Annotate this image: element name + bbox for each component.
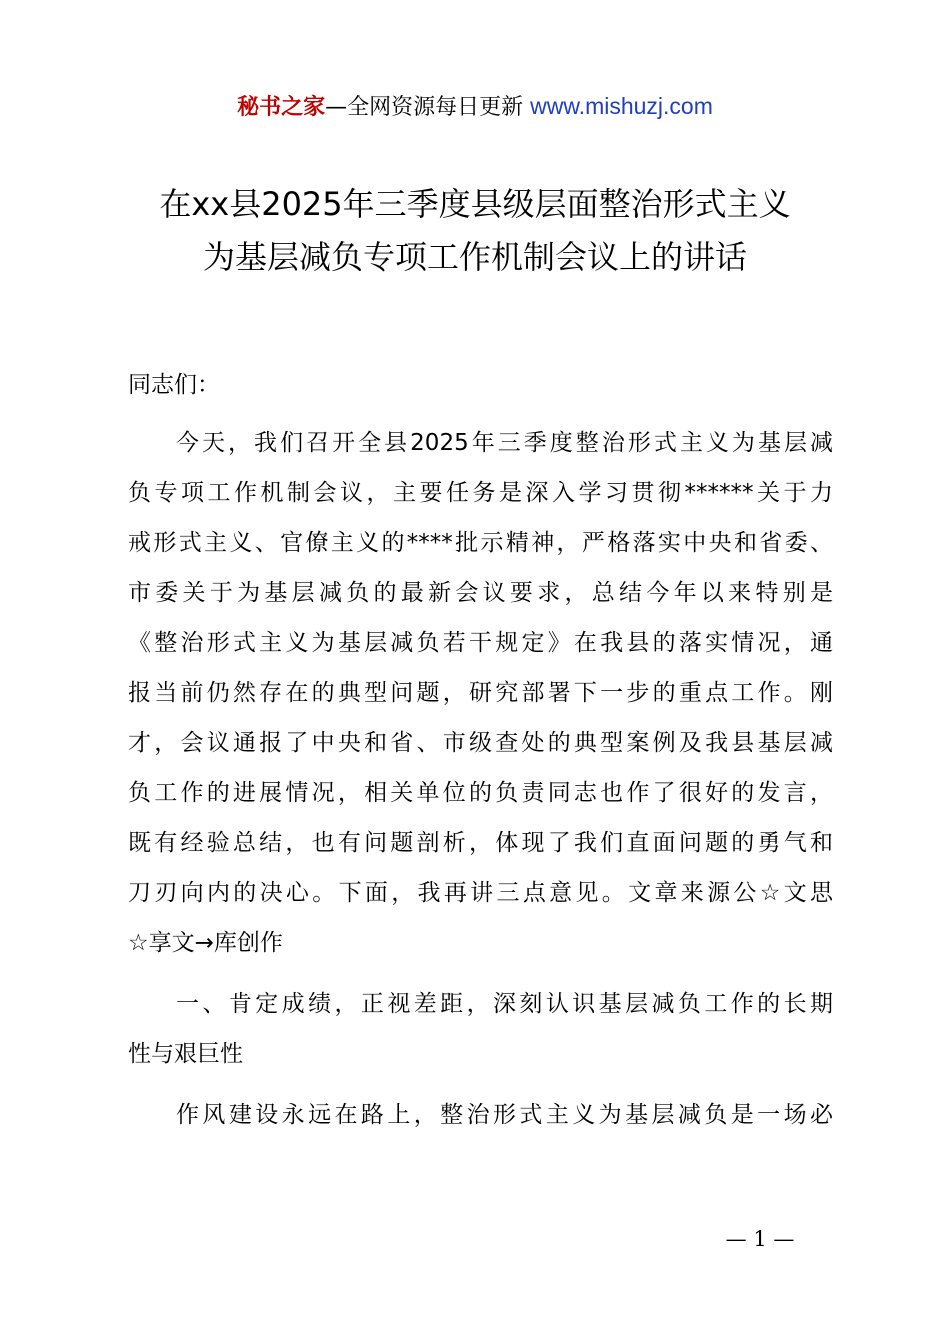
heading-line: 一、肯定成绩，正视差距，深刻认识基层减负工作的长期: [176, 991, 833, 1017]
paragraph-line: 负专项工作机制会议，主要任务是深入学习贯彻******关于力: [128, 480, 833, 506]
site-header: [0, 86, 950, 126]
site-url-link[interactable]: www.mishuzj.com: [530, 93, 713, 119]
document-title: [90, 178, 860, 284]
paragraph-line: 刀刃向内的决心。下面，我再讲三点意见。文章来源公☆文思: [128, 880, 833, 906]
paragraph-line: 报当前仍然存在的典型问题，研究部署下一步的重点工作。刚: [128, 680, 833, 706]
paragraph-line: ☆享文→库创作: [128, 930, 283, 956]
paragraph-line: 《整治形式主义为基层减负若干规定》在我县的落实情况，通: [128, 630, 833, 656]
paragraph-line: 既有经验总结，也有问题剖析，体现了我们直面问题的勇气和: [128, 830, 833, 856]
paragraph-line: 才，会议通报了中央和省、市级查处的典型案例及我县基层减: [128, 730, 833, 756]
paragraph-line: 作风建设永远在路上，整治形式主义为基层减负是一场必: [176, 1102, 833, 1128]
brand-name: 秘书之家: [237, 95, 326, 120]
header-tagline: —全网资源每日更新: [325, 95, 531, 120]
title-line-2: 为基层减负专项工作机制会议上的讲话: [202, 238, 747, 276]
paragraph-intro: [128, 418, 833, 968]
section-heading-1: [128, 979, 833, 1079]
paragraph-line: 市委关于为基层减负的最新会议要求，总结今年以来特别是: [128, 580, 833, 606]
paragraph-line: 今天，我们召开全县2025年三季度整治形式主义为基层减: [176, 430, 833, 456]
heading-line: 性与艰巨性: [128, 1041, 243, 1067]
title-line-1: 在xx县2025年三季度县级层面整治形式主义: [159, 185, 791, 223]
paragraph-line: 负工作的进展情况，相关单位的负责同志也作了很好的发言，: [128, 780, 833, 806]
paragraph-line: 戒形式主义、官僚主义的****批示精神，严格落实中央和省委、: [128, 530, 833, 556]
paragraph-section-1: [128, 1090, 833, 1140]
page-number: — 1 —: [725, 1227, 795, 1251]
salutation: 同志们：: [128, 372, 220, 398]
